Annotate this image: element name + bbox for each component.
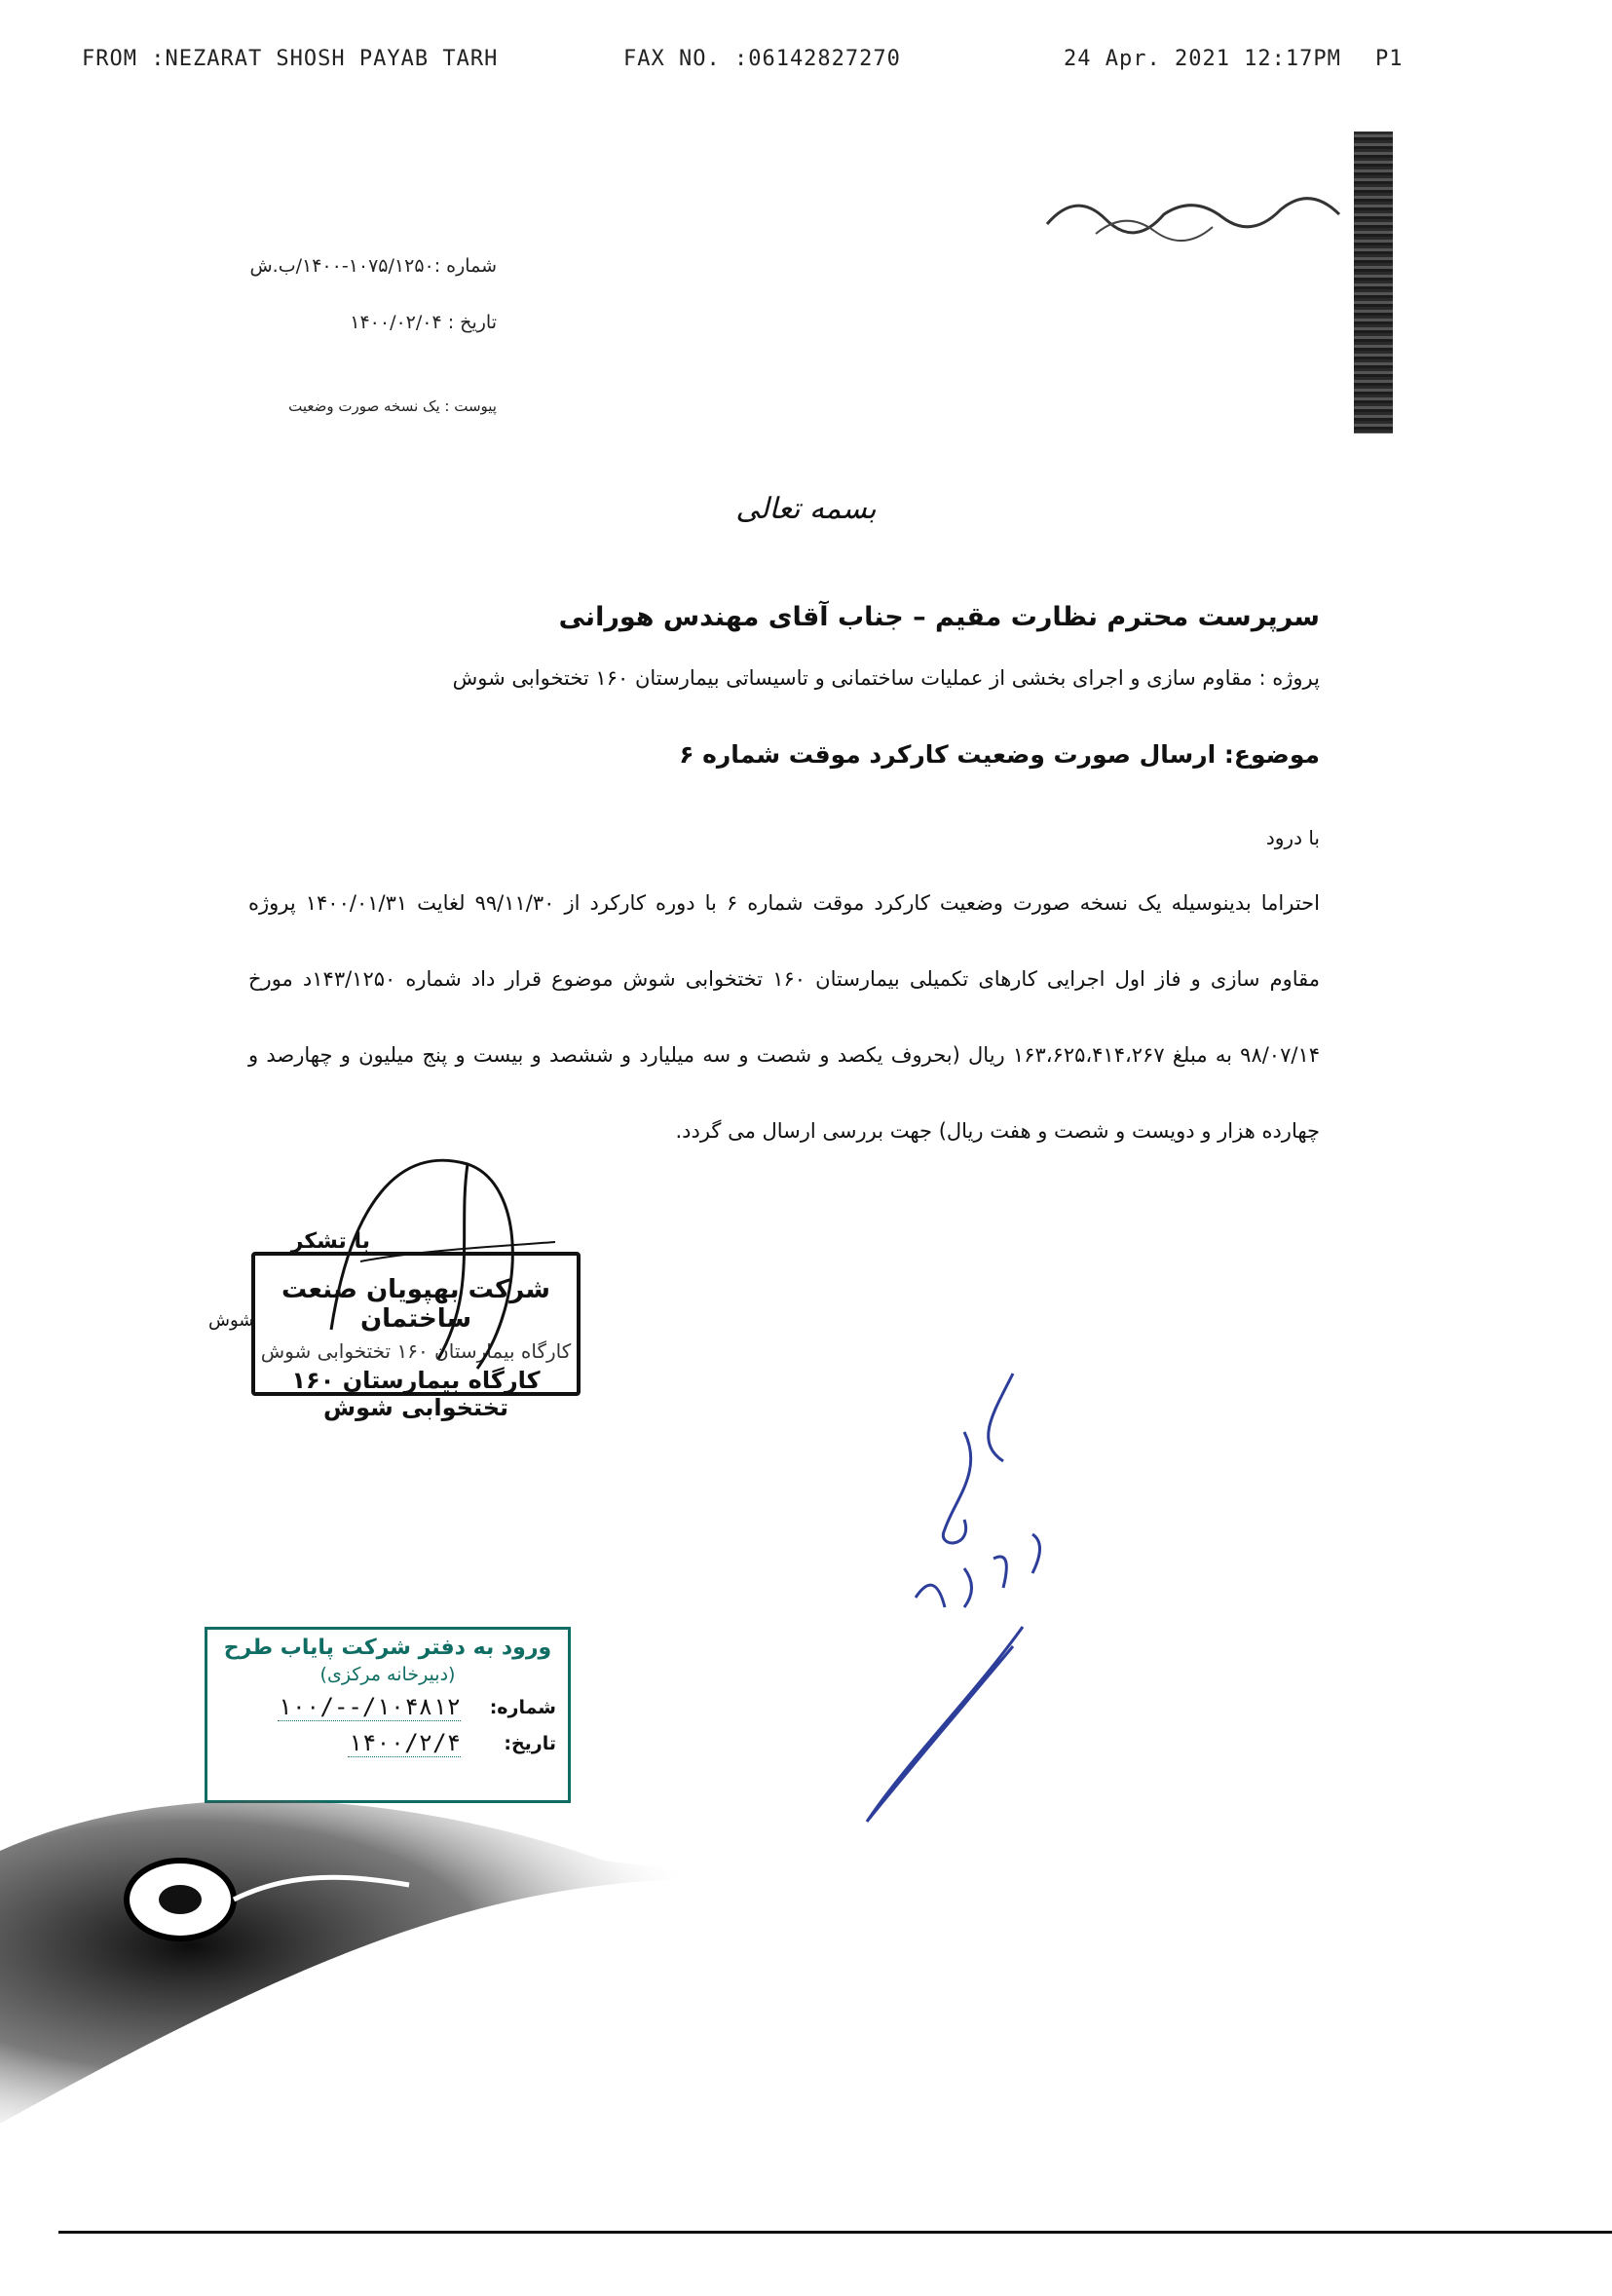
entry-stamp-number-value: ۱۰۰/--/۱۰۴۸۱۲ — [278, 1693, 461, 1720]
handwritten-note — [847, 1354, 1091, 1841]
handwritten-scribble-top — [1037, 180, 1359, 248]
project-line: پروژه : مقاوم سازی و اجرای بخشی از عملیات ساختمانی و تاسیساتی بیمارستان ۱۶۰ تختخوابی شوش — [452, 666, 1320, 690]
company-stamp-line2: کارگاه بیمارستان ۱۶۰ تختخوابی شوش — [260, 1339, 572, 1363]
addressee: سرپرست محترم نظارت مقیم – جناب آقای مهندس هورانی — [558, 602, 1320, 632]
entry-stamp-number-label: شماره: — [489, 1696, 556, 1718]
fax-page: P1 — [1375, 47, 1404, 71]
entry-stamp-title: ورود به دفتر شرکت پایاب طرح — [223, 1636, 552, 1660]
greeting: با درود — [1265, 826, 1320, 849]
fax-datetime: 24 Apr. 2021 12:17PM — [1064, 47, 1341, 71]
closing: با تشکر — [290, 1229, 370, 1254]
letter-number: شماره :۱۰۷۵/۱۲۵۰-۱۴۰۰/ب.ش — [249, 255, 497, 277]
signature — [234, 1145, 643, 1398]
entry-stamp-date-value: ۱۴۰۰/۲/۴ — [348, 1729, 461, 1756]
letter-date: تاریخ : ۱۴۰۰/۰۲/۰۴ — [350, 312, 497, 333]
entry-stamp-subtitle: (دبیرخانه مرکزی) — [319, 1664, 456, 1685]
fax-header — [0, 47, 1612, 76]
fax-number: FAX NO. :06142827270 — [623, 47, 901, 71]
company-stamp-line3: کارگاه بیمارستان ۱۶۰ تختخوابی شوش — [291, 1367, 541, 1421]
opening-invocation: بسمه تعالی — [735, 492, 877, 526]
stamp-side-text: شوش — [208, 1310, 254, 1331]
fax-scan-edge — [1354, 132, 1393, 433]
page-bottom-rule — [58, 2231, 1612, 2234]
letter-attachment: پیوست : یک نسخه صورت وضعیت — [288, 397, 497, 415]
company-logo-watermark — [0, 1714, 760, 2202]
company-stamp-name: شرکت بهپویان صنعت ساختمان — [281, 1275, 550, 1334]
subject-line: موضوع: ارسال صورت وضعیت کارکرد موقت شماره ۶ — [679, 740, 1320, 769]
letter-body: احتراما بدینوسیله یک نسخه صورت وضعیت کارکرد موقت شماره ۶ با دوره کارکرد از ۹۹/۱۱/۳۰ لغایت ۱۴۰۰/۰۱/۳۱ پروژه مقاوم سازی و فاز اول اجرایی کارهای تکمیلی بیمارستان ۱۶۰ تختخوابی شوش موضوع قرار داد شماره ۱۴۳/۱۲۵۰د مورخ ۹۸/۰۷/۱۴ به مبلغ ۱۶۳،۶۲۵،۴۱۴،۲۶۷ ریال (بحروف یکصد و شصت و سه میلیارد و ششصد و بیست و پنج میلیون و چهارصد و چهارده هزار و دویست و شصت و هفت ریال) جهت بررسی ارسال می گردد. — [248, 891, 1320, 1143]
fax-from: FROM :NEZARAT SHOSH PAYAB TARH — [82, 47, 499, 71]
entry-stamp-date-label: تاریخ: — [504, 1732, 556, 1754]
